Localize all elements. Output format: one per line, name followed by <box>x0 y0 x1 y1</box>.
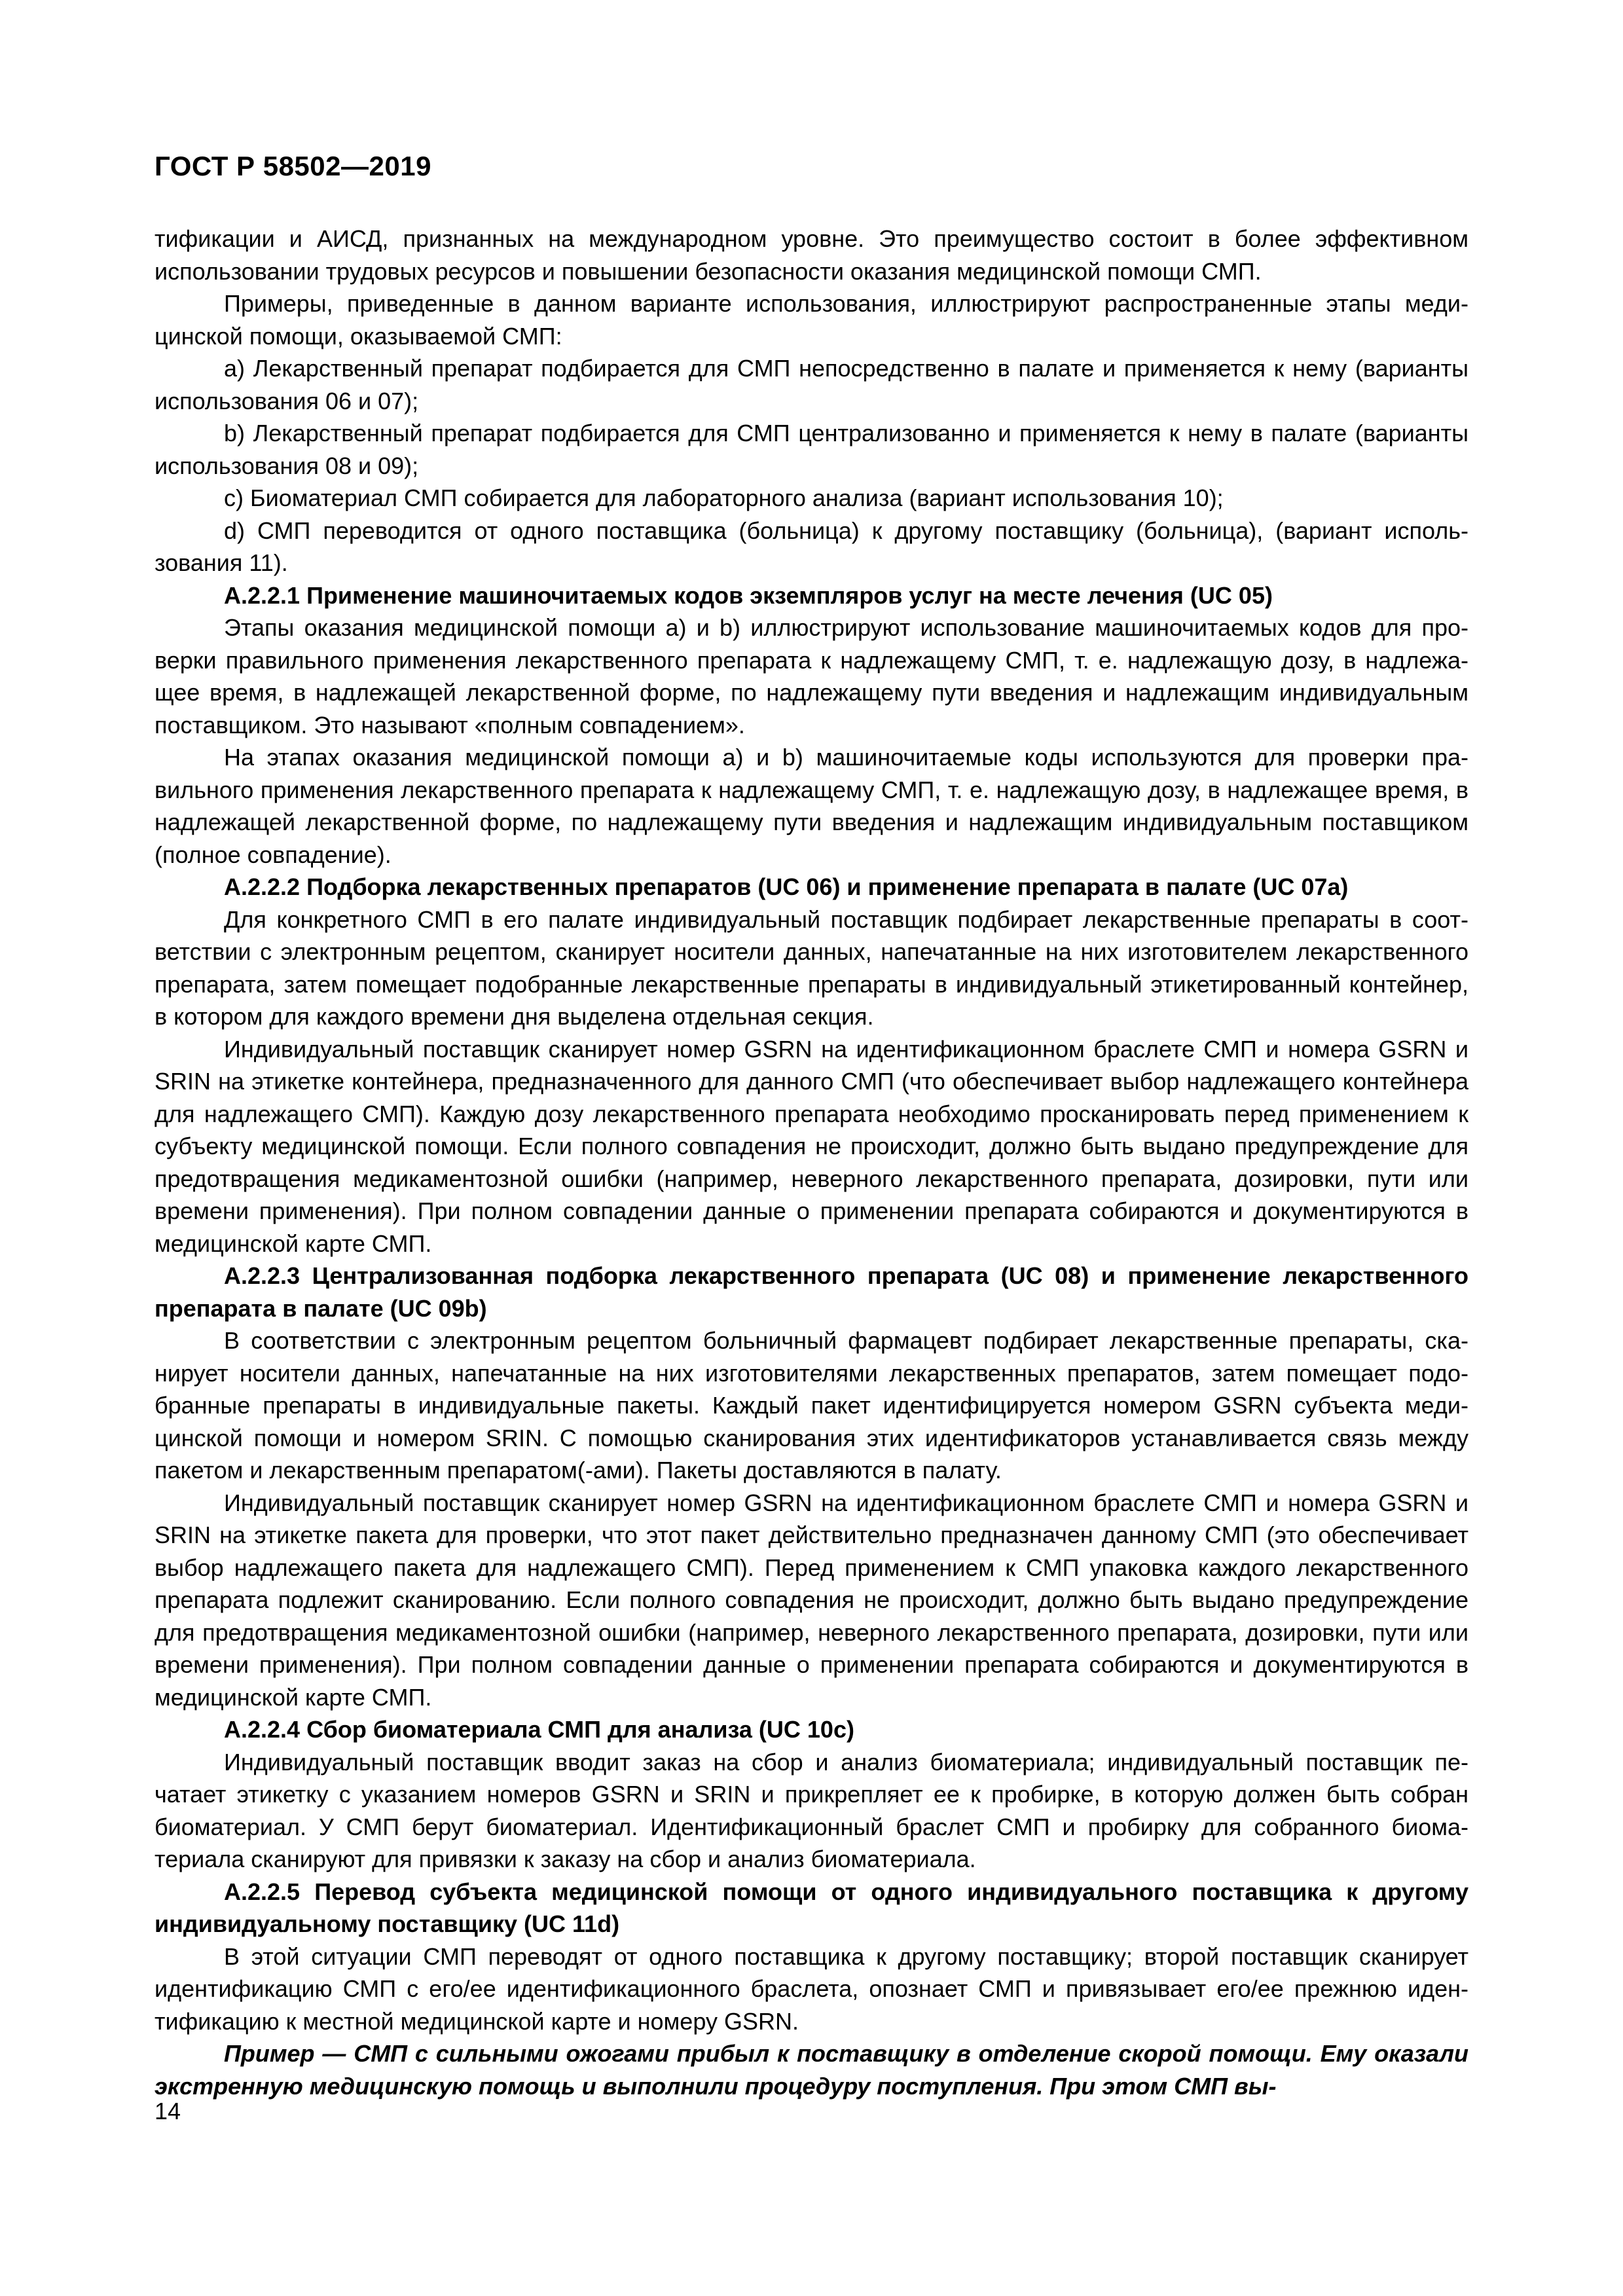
paragraph: Индивидуальный поставщик вводит заказ на сбор и анализ биоматериала; индивидуальный поставщик печатает этикетку с указанием номеров GSRN и SRIN и прикрепляет ее к пробирке, в которую должен быть собран биоматериал. У СМП берут биоматериал. Идентификационный браслет СМП и пробирку для собранного биоматериала сканируют для привязки к заказу на сбор и анализ биоматериала. <box>155 1748 1468 1872</box>
section-heading: А.2.2.3 Централизованная подборка лекарственного препарата (UC 08) и применение лекарственного препарата в палате (UC 09b) <box>155 1262 1468 1322</box>
document-body <box>155 223 1468 2102</box>
section-heading: А.2.2.5 Перевод субъекта медицинской помощи от одного индивидуального поставщика к другому индивидуальному поставщику (UC 11d) <box>155 1878 1468 1937</box>
paragraph: В этой ситуации СМП переводят от одного поставщика к другому поставщику; второй поставщик сканирует идентификацию СМП с его/ее идентификационного браслета, опознает СМП и привязывает его/ее прежнюю идентификацию к местной медицинской карте и номеру GSRN. <box>155 1942 1468 2035</box>
list-item: с) Биоматериал СМП собирается для лабораторного анализа (вариант использования 10); <box>224 484 1224 511</box>
list-item: d) СМП переводится от одного поставщика (больница) к другому поставщику (больница), (вариант использования 11). <box>155 517 1468 576</box>
section-heading: А.2.2.4 Сбор биоматериала СМП для анализа (UC 10с) <box>224 1716 854 1743</box>
paragraph: Индивидуальный поставщик сканирует номер GSRN на идентификационном браслете СМП и номера GSRN и SRIN на этикетке контейнера, предназначенного для данного СМП (что обеспечивает выбор надлежащего контейнера для надлежащего СМП). Каждую дозу лекарственного препарата необходимо просканировать перед применением к субъекту медицинской помощи. Если полного совпадения не происходит, должно быть выдано предупреждение для предотвращения медикаментозной ошибки (например, неверного лекарственного препарата, дозировки, пути или времени применения). При полном совпадении данные о применении препарата собираются и документируются в медицинской карте СМП. <box>155 1035 1468 1257</box>
page-number: 14 <box>155 2098 181 2124</box>
paragraph: Для конкретного СМП в его палате индивидуальный поставщик подбирает лекарственные препараты в соответствии с электронным рецептом, сканирует носители данных, напечатанные на них изготовителем лекарственного препарата, затем помещает подобранные лекарственные препараты в индивидуальный этикетированный контейнер, в котором для каждого времени дня выделена отдельная секция. <box>155 905 1468 1030</box>
paragraph: Индивидуальный поставщик сканирует номер GSRN на идентификационном браслете СМП и номера GSRN и SRIN на этикетке пакета для проверки, что этот пакет действительно предназначен данному СМП (это обеспечивает выбор надлежащего пакета для надлежащего СМП). Перед применением к СМП упаковка каждого лекарственного препарата подлежит сканированию. Если полного совпадения не происходит, должно быть выдано предупреждение для предотвращения медикаментозной ошибки (например, неверного лекарственного препарата, дозировки, пути или времени применения). При полном совпадении данные о применении препарата собираются и документируются в медицинской карте СМП. <box>155 1489 1468 1711</box>
section-heading: А.2.2.1 Применение машиночитаемых кодов экземпляров услуг на месте лечения (UC 05) <box>224 581 1273 609</box>
list-item: b) Лекарственный препарат подбирается для СМП централизованно и применяется к нему в палате (варианты использования 08 и 09); <box>155 420 1468 479</box>
paragraph: Примеры, приведенные в данном варианте использования, иллюстрируют распространенные этапы медицинской помощи, оказываемой СМП: <box>155 290 1468 350</box>
list-item: а) Лекарственный препарат подбирается для СМП непосредственно в палате и применяется к нему (варианты использования 06 и 07); <box>155 355 1468 414</box>
paragraph: В соответствии с электронным рецептом больничный фармацевт подбирает лекарственные препараты, сканирует носители данных, напечатанные на них изготовителями лекарственных препаратов, затем помещает подобранные препараты в индивидуальные пакеты. Каждый пакет идентифицируется номером GSRN субъекта медицинской помощи и номером SRIN. С помощью сканирования этих идентификаторов устанавливается связь между пакетом и лекарственным препаратом(-ами). Пакеты доставляются в палату. <box>155 1327 1468 1484</box>
paragraph: На этапах оказания медицинской помощи а) и b) машиночитаемые коды используются для проверки правильного применения лекарственного препарата к надлежащему СМП, т. е. надлежащую дозу, в надлежащее время, в надлежащей лекарственной форме, по надлежащему пути введения и надлежащим индивидуальным поставщиком (полное совпадение). <box>155 744 1468 868</box>
example-paragraph: Пример — СМП с сильными ожогами прибыл к поставщику в отделение скорой помощи. Ему оказали экстренную медицинскую помощь и выполнили процедуру поступления. При этом СМП вы- <box>155 2040 1468 2100</box>
document-header: ГОСТ Р 58502—2019 <box>155 151 431 181</box>
paragraph: тификации и АИСД, признанных на международном уровне. Это преимущество состоит в более эффективном использовании трудовых ресурсов и повышении безопасности оказания медицинской помощи СМП. <box>155 225 1468 285</box>
section-heading: А.2.2.2 Подборка лекарственных препаратов (UC 06) и применение препарата в палате (UC 07а) <box>224 873 1349 900</box>
paragraph: Этапы оказания медицинской помощи а) и b) иллюстрируют использование машиночитаемых кодов для проверки правильного применения лекарственного препарата к надлежащему СМП, т. е. надлежащую дозу, в надлежащее время, в надлежащей лекарственной форме, по надлежащему пути введения и надлежащим индивидуальным поставщиком. Это называют «полным совпадением». <box>155 614 1468 738</box>
